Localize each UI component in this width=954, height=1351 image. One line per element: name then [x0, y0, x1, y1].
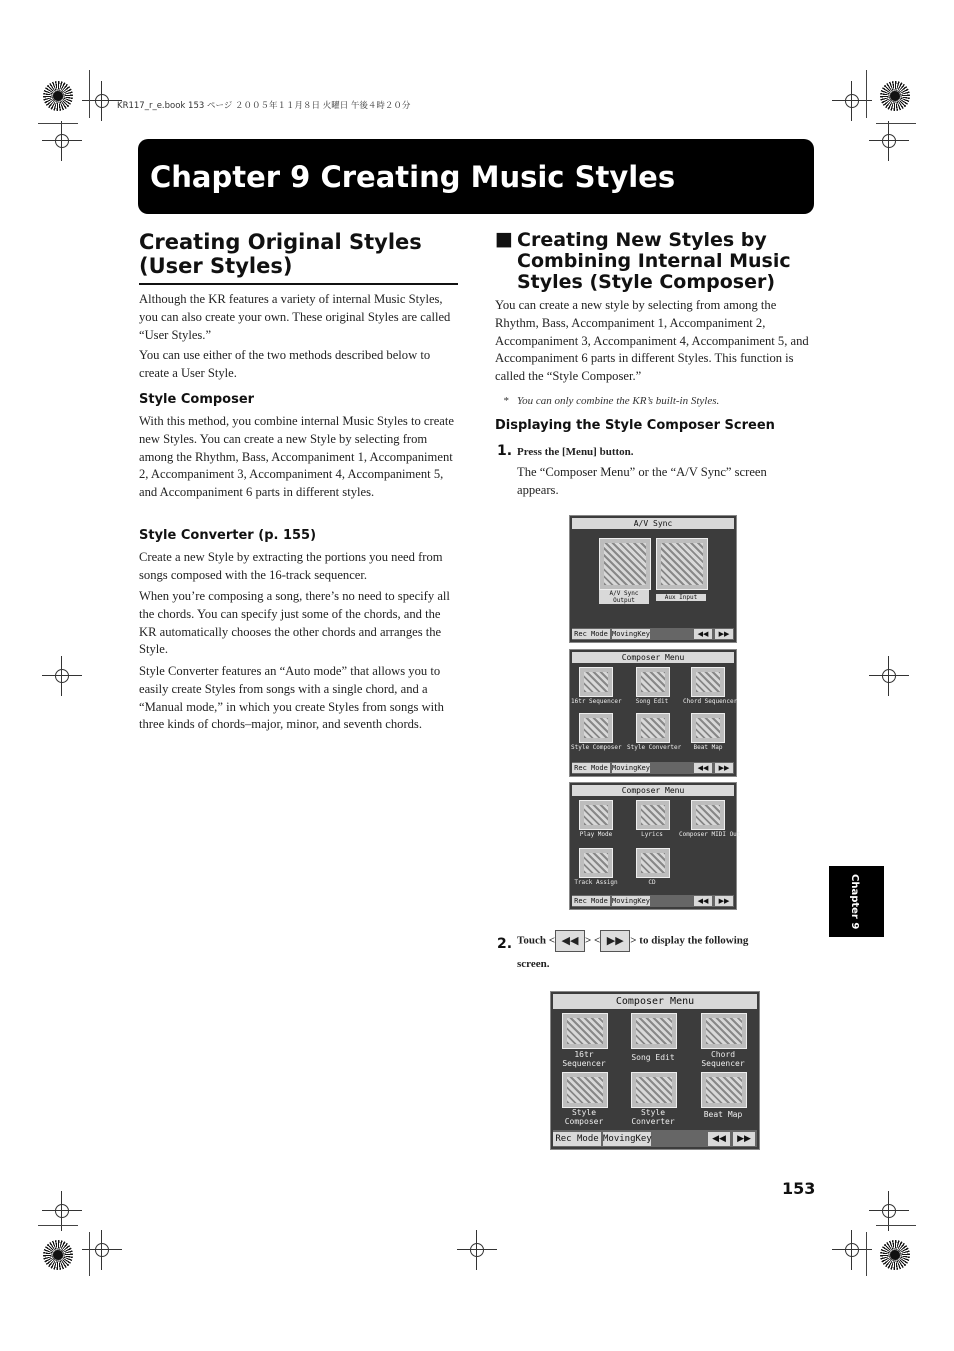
menu-caption: Song Edit — [635, 698, 669, 705]
crop-line — [38, 1225, 78, 1226]
style-converter-icon[interactable] — [631, 1072, 677, 1108]
caption-line: Chord — [710, 1050, 736, 1059]
chapter-title: Chapter 9 Creating Music Styles — [150, 160, 676, 194]
menu-caption: Track Assign — [574, 879, 618, 886]
section-heading-line: Styles (Style Composer) — [517, 271, 776, 293]
step-number: 1. — [497, 443, 513, 459]
chapter-side-tab-label: Chapter 9 — [849, 874, 860, 930]
caption-line: Style — [640, 1108, 666, 1117]
beat-map-icon[interactable] — [701, 1072, 747, 1108]
screen-title: Composer Menu — [572, 652, 734, 663]
subsection-heading: Displaying the Style Composer Screen — [495, 418, 775, 433]
play-mode-icon[interactable] — [579, 800, 613, 830]
menu-caption: Composer MIDI Out — [679, 831, 741, 838]
forward-button[interactable]: ▶▶ — [600, 930, 630, 952]
menu-caption: Beat Map — [693, 744, 723, 751]
caption-line: Sequencer — [562, 1059, 606, 1068]
crop-line — [89, 1232, 90, 1276]
body-paragraph: Style Converter features an “Auto mode” that allows you to easily create Styles from songs with a single chord, and a “Manual mode,” in which you create Styles from songs with three kinds of chords–major, minor, and seventh chords. — [139, 664, 444, 732]
menu-caption: CD — [648, 879, 656, 886]
menu-caption: Song Edit — [631, 1053, 675, 1062]
crop-line — [876, 123, 916, 124]
print-header: KR117_r_e.book 153 ページ ２００５年１１月８日 火曜日 午後４時２０分 — [117, 101, 411, 111]
step-text: > to display the following — [630, 934, 749, 947]
rewind-button[interactable]: ◀◀ — [694, 763, 712, 773]
caption-line: Sequencer — [701, 1059, 745, 1068]
crosshair-mark — [869, 656, 909, 696]
intro-paragraph: You can use either of the two methods described below to create a User Style. — [139, 348, 431, 380]
crop-line — [876, 1225, 916, 1226]
body-paragraph: With this method, you combine internal Music Styles to create new Styles. You can create a new Style by selecting from among the Rhythm, Bass, Accompaniment 1, Accompaniment 2, Accompaniment 3, Accompaniment 4, Accompaniment 5, and Accompaniment 6 parts in different styles. — [139, 414, 454, 500]
step-text: > < — [584, 934, 601, 947]
section-heading — [139, 230, 422, 278]
rec-mode-button[interactable]: Rec Mode — [572, 896, 610, 906]
crosshair-mark — [82, 81, 122, 121]
registration-sun-mark — [880, 1240, 910, 1270]
registration-sun-mark — [43, 1240, 73, 1270]
crop-line — [89, 70, 90, 118]
menu-caption: Style Converter — [627, 744, 682, 751]
rec-mode-button[interactable]: Rec Mode — [572, 629, 610, 639]
av-sync-output-label — [599, 590, 649, 604]
aux-input-icon[interactable] — [656, 538, 708, 590]
menu-caption: 16tr Sequencer — [571, 698, 622, 705]
crosshair-mark — [42, 656, 82, 696]
song-edit-icon[interactable] — [636, 667, 670, 697]
screen-title: Composer Menu — [572, 785, 734, 796]
caption-line: Output — [613, 597, 635, 604]
page-number: 153 — [782, 1179, 816, 1198]
style-composer-icon[interactable] — [579, 713, 613, 743]
sequencer-icon[interactable] — [579, 667, 613, 697]
av-sync-output-icon[interactable] — [599, 538, 651, 590]
moving-key-button[interactable]: MovingKey — [612, 897, 650, 905]
caption-line: Composer — [564, 1117, 604, 1126]
caption-line: 16tr — [574, 1050, 594, 1059]
body-paragraph: Create a new Style by extracting the portions you need from songs composed with the 16-track sequencer. — [139, 550, 443, 582]
screen-title: Composer Menu — [553, 994, 757, 1009]
note-mark: * — [503, 395, 509, 407]
intro-paragraph: You can create a new style by selecting from among the Rhythm, Bass, Accompaniment 1, Accompaniment 2, Accompaniment 3, Accompaniment 4, Accompaniment 5, and Accompaniment 6 parts in different Styles. This function is called the “Style Composer.” — [495, 298, 809, 384]
beat-map-icon[interactable] — [691, 713, 725, 743]
rewind-button[interactable]: ◀◀ — [708, 1132, 730, 1146]
rec-mode-button[interactable]: Rec Mode — [572, 763, 610, 773]
av-sync-screen — [569, 515, 737, 643]
rec-mode-button[interactable]: Rec Mode — [553, 1132, 601, 1146]
heading-rule — [139, 283, 458, 285]
style-composer-icon[interactable] — [562, 1072, 608, 1108]
lyrics-icon[interactable] — [636, 800, 670, 830]
registration-sun-mark — [43, 81, 73, 111]
forward-button[interactable]: ▶▶ — [715, 763, 733, 773]
chord-sequencer-icon[interactable] — [701, 1013, 747, 1049]
track-assign-icon[interactable] — [579, 848, 613, 878]
crop-line — [866, 70, 867, 118]
rewind-button[interactable]: ◀◀ — [694, 896, 712, 906]
caption-line: Converter — [631, 1117, 675, 1126]
step-description: The “Composer Menu” or the “A/V Sync” screen appears. — [517, 465, 767, 497]
menu-caption: Style Composer — [571, 744, 622, 751]
composer-menu-screen-2 — [569, 782, 741, 910]
note-text: You can only combine the KR’s built-in Styles. — [517, 395, 720, 407]
section-heading-marker: ■ — [495, 228, 513, 250]
menu-caption: Play Mode — [579, 831, 613, 838]
caption-line: A/V Sync — [609, 590, 639, 597]
step-title — [517, 930, 817, 952]
crop-line — [38, 123, 78, 124]
forward-button[interactable]: ▶▶ — [733, 1132, 755, 1146]
crosshair-mark — [457, 1230, 497, 1270]
sequencer-icon[interactable] — [562, 1013, 608, 1049]
section-heading — [517, 230, 791, 293]
moving-key-button[interactable]: MovingKey — [612, 764, 650, 772]
intro-paragraph: Although the KR features a variety of internal Music Styles, you can also create your own. These original Styles are called “User Styles.” — [139, 292, 451, 342]
menu-caption — [559, 1108, 609, 1126]
aux-input-label: Aux Input — [656, 594, 706, 601]
body-paragraph: When you’re composing a song, there’s no need to specify all the chords. You can specify just some of the chords, and the KR automatically chooses the other chords and arranges the Style. — [139, 589, 450, 657]
menu-caption — [698, 1050, 748, 1068]
rewind-button[interactable]: ◀◀ — [555, 930, 585, 952]
subsection-heading: Style Composer — [139, 392, 255, 407]
caption-line: Style — [571, 1108, 597, 1117]
menu-caption — [559, 1050, 609, 1068]
menu-caption: Beat Map — [703, 1110, 743, 1119]
crop-line — [866, 1232, 867, 1276]
composer-menu-screen — [569, 649, 737, 777]
section-heading-line: Creating New Styles by — [517, 229, 767, 251]
step-text: screen. — [517, 958, 550, 970]
style-converter-icon[interactable] — [636, 713, 670, 743]
section-heading-line: (User Styles) — [139, 254, 293, 278]
menu-caption — [628, 1108, 678, 1126]
crosshair-mark — [869, 121, 909, 161]
registration-sun-mark — [880, 81, 910, 111]
crosshair-mark — [82, 1230, 122, 1270]
crosshair-mark — [42, 121, 82, 161]
menu-caption: Chord Sequencer — [683, 698, 738, 705]
forward-button[interactable]: ▶▶ — [715, 629, 733, 639]
screen-title: A/V Sync — [572, 518, 734, 529]
step-number: 2. — [497, 936, 513, 952]
composer-menu-screen-large — [550, 991, 760, 1150]
cd-icon[interactable] — [636, 848, 670, 878]
moving-key-button[interactable]: MovingKey — [603, 1134, 652, 1144]
midi-out-icon[interactable] — [691, 800, 725, 830]
subsection-heading: Style Converter (p. 155) — [139, 528, 317, 543]
moving-key-button[interactable]: MovingKey — [612, 630, 650, 638]
section-heading-line: Creating Original Styles — [139, 230, 422, 254]
step-text: Touch < — [517, 934, 555, 947]
song-edit-icon[interactable] — [631, 1013, 677, 1049]
section-heading-line: Combining Internal Music — [517, 250, 791, 272]
forward-button[interactable]: ▶▶ — [715, 896, 733, 906]
rewind-button[interactable]: ◀◀ — [694, 629, 712, 639]
chapter-side-tab — [829, 866, 884, 937]
chord-sequencer-icon[interactable] — [691, 667, 725, 697]
step-title: Press the [Menu] button. — [517, 446, 634, 458]
menu-caption: Lyrics — [641, 831, 663, 838]
